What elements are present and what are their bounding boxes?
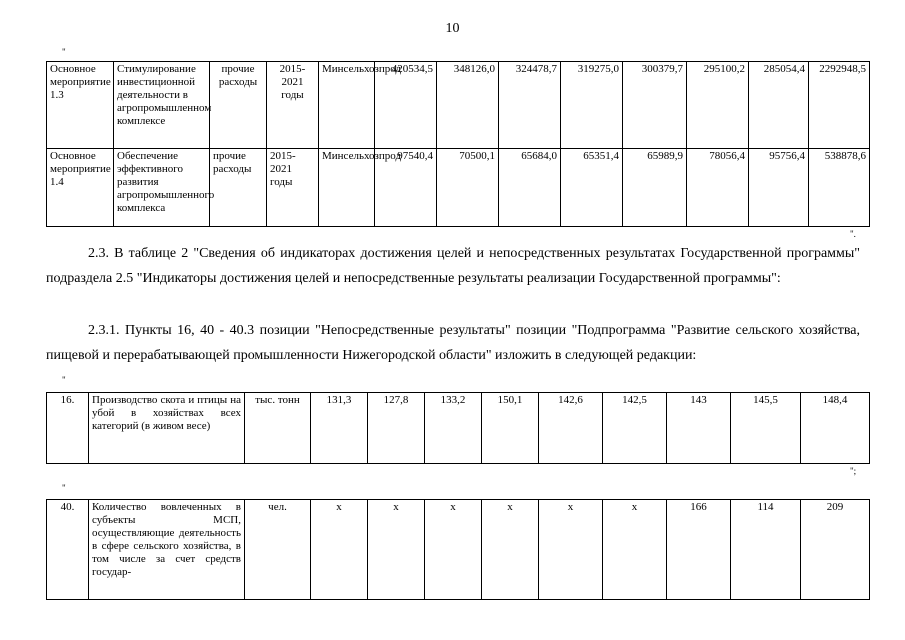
closing-quote: ". bbox=[850, 229, 856, 239]
expense-type-cell: прочие расходы bbox=[210, 149, 267, 227]
value-cell: 285054,4 bbox=[749, 62, 809, 149]
expense-type-cell: прочие расходы bbox=[210, 62, 267, 149]
period-cell: 2015-2021 годы bbox=[267, 149, 319, 227]
table-row bbox=[47, 500, 870, 600]
value-cell: 133,2 bbox=[425, 393, 482, 464]
value-cell: 142,5 bbox=[603, 393, 667, 464]
value-cell: 95756,4 bbox=[749, 149, 809, 227]
opening-quote: " bbox=[62, 47, 66, 57]
value-cell: 295100,2 bbox=[687, 62, 749, 149]
indicator-name-cell: Производство скота и птицы на убой в хозяйствах всех категорий (в живом весе) bbox=[89, 393, 245, 464]
item-cell: Основное мероприятие 1.3 bbox=[47, 62, 114, 149]
value-cell: x bbox=[368, 500, 425, 600]
value-cell: x bbox=[425, 500, 482, 600]
value-cell: 70500,1 bbox=[437, 149, 499, 227]
total-cell: 538878,6 bbox=[809, 149, 870, 227]
value-cell: x bbox=[539, 500, 603, 600]
opening-quote: " bbox=[62, 483, 66, 493]
indicator-name-cell: Количество вовлеченных в субъекты МСП, осуществляющие деятельность в сфере сельского хозяйства, в том числе за счет средств государ- bbox=[89, 500, 245, 600]
value-cell: 148,4 bbox=[801, 393, 870, 464]
value-cell: x bbox=[482, 500, 539, 600]
executor-cell: Минсельхозпрод bbox=[319, 62, 375, 149]
unit-cell: тыс. тонн bbox=[245, 393, 311, 464]
value-cell: 319275,0 bbox=[561, 62, 623, 149]
executor-cell: Минсельхозпрод bbox=[319, 149, 375, 227]
value-cell: 65684,0 bbox=[499, 149, 561, 227]
value-cell: 145,5 bbox=[731, 393, 801, 464]
value-cell: 166 bbox=[667, 500, 731, 600]
name-cell: Обеспечение эффективного развития агропромышленного комплекса bbox=[114, 149, 210, 227]
name-cell: Стимулирование инвестиционной деятельности в агропромышленном комплексе bbox=[114, 62, 210, 149]
value-cell: 348126,0 bbox=[437, 62, 499, 149]
row-number-cell: 40. bbox=[47, 500, 89, 600]
value-cell: 150,1 bbox=[482, 393, 539, 464]
value-cell: 300379,7 bbox=[623, 62, 687, 149]
period-cell: 2015-2021 годы bbox=[267, 62, 319, 149]
value-cell: 97540,4 bbox=[375, 149, 437, 227]
paragraph-text: 2.3. В таблице 2 "Сведения об индикаторах достижения целей и непосредственных результатах Государственной программы" подраздела 2.5 "Индикаторы достижения целей и непосредственные результаты реализации Государственной программы": bbox=[46, 246, 860, 286]
paragraph-2-3-1 bbox=[46, 318, 860, 368]
closing-quote: "; bbox=[850, 466, 857, 476]
item-cell: Основное мероприятие 1.4 bbox=[47, 149, 114, 227]
value-cell: x bbox=[311, 500, 368, 600]
unit-cell: чел. bbox=[245, 500, 311, 600]
value-cell: 114 bbox=[731, 500, 801, 600]
indicator-table-16 bbox=[46, 392, 870, 464]
value-cell: 420534,5 bbox=[375, 62, 437, 149]
paragraph-2-3 bbox=[46, 241, 860, 291]
value-cell: 142,6 bbox=[539, 393, 603, 464]
value-cell: 65989,9 bbox=[623, 149, 687, 227]
total-cell: 2292948,5 bbox=[809, 62, 870, 149]
value-cell: 143 bbox=[667, 393, 731, 464]
value-cell: 324478,7 bbox=[499, 62, 561, 149]
value-cell: 78056,4 bbox=[687, 149, 749, 227]
opening-quote: " bbox=[62, 375, 66, 385]
value-cell: 127,8 bbox=[368, 393, 425, 464]
row-number-cell: 16. bbox=[47, 393, 89, 464]
page-number: 10 bbox=[445, 21, 460, 36]
table-row bbox=[47, 393, 870, 464]
paragraph-text: 2.3.1. Пункты 16, 40 - 40.3 позиции "Непосредственные результаты" позиции "Подпрограмма "Развитие сельского хозяйства, пищевой и перерабатывающей промышленности Нижегородской области" изложить в следующей редакции: bbox=[46, 323, 860, 363]
value-cell: x bbox=[603, 500, 667, 600]
value-cell: 131,3 bbox=[311, 393, 368, 464]
table-row bbox=[47, 62, 870, 149]
expenses-table bbox=[46, 61, 870, 227]
value-cell: 209 bbox=[801, 500, 870, 600]
value-cell: 65351,4 bbox=[561, 149, 623, 227]
indicator-table-40 bbox=[46, 499, 870, 600]
table-row bbox=[47, 149, 870, 227]
